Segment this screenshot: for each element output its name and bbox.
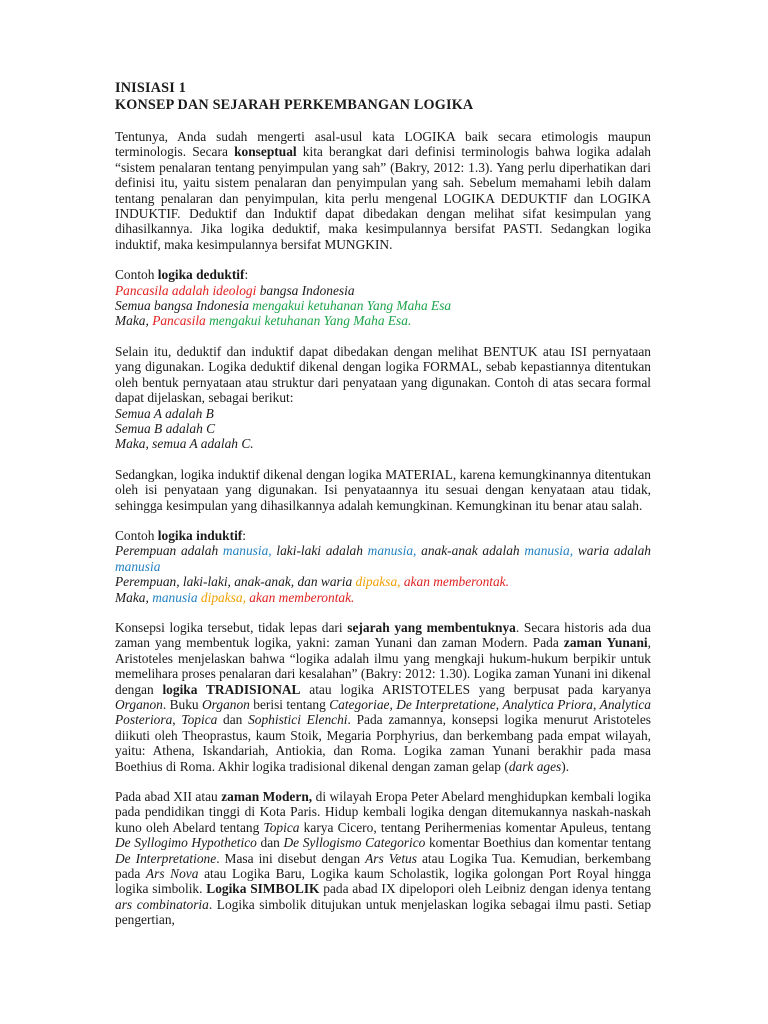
bold-konseptual: konseptual <box>234 144 297 160</box>
inisiasi-heading: INISIASI 1 <box>115 80 186 96</box>
formal-line-2: Semua B adalah C <box>115 420 216 436</box>
paragraph-modern: Pada abad XII atau zaman Modern, di wilayah Eropa Peter Abelard menghidupkan kembali logika pada pendidikan tinggi di Kota Paris. Hidup kembali logika dengan ditemukannya naskah-naskah kuno oleh Abelard tentang Topica karya Cicero, tentang Perihermenias komentar Apuleus, tentang De Syllogimo Hypothetico dan De Syllogismo Categorico komentar Boethius dan komentar tentang De Interpretatione. Masa ini disebut dengan Ars Vetus atau Logika Tua. Kemudian, berkembang pada Ars Nova atau Logika Baru, Logika kaum Scholastik, logika golongan Port Royal hingga logika simbolik. Logika SIMBOLIK pada abad IX dipelopori oleh Leibniz dengan idenya tentang ars combinatoria. Logika simbolik ditujukan untuk menjelaskan logika sebagai ilmu pasti. Setiap pengertian, <box>115 789 652 928</box>
paragraph-material: Sedangkan, logika induktif dikenal dengan logika MATERIAL, karena kemungkinannya ditentukan oleh isi penyataan yang digunakan. Isi penyataannya itu sesuai dengan kenyataan atau tidak, sehingga kesimpulan yang dihasilkannya adalah kemungkinan. Kemungkinan itu benar atau salah. <box>115 466 651 513</box>
induktif-conclusion: Maka, manusia dipaksa, akan memberontak. <box>115 589 355 605</box>
deduktif-premise-1: Pancasila adalah ideologi bangsa Indonesia <box>115 282 355 298</box>
induktif-premise-1: Perempuan adalah manusia, laki-laki adalah manusia, anak-anak adalah manusia, waria adalah manusia <box>115 543 652 574</box>
induktif-heading: Contoh logika induktif: <box>115 527 246 543</box>
deduktif-premise-2: Semua bangsa Indonesia mengakui ketuhanan Yang Maha Esa <box>115 298 452 314</box>
paragraph-sejarah: Konsepsi logika tersebut, tidak lepas dari sejarah yang membentuknya. Secara historis ada dua zaman yang membentuk logika, yakni: zaman Yunani dan zaman Modern. Pada zaman Yunani, Aristoteles menjelaskan bahwa “logika adalah ilmu yang mengkaji hukum-hukum berpikir untuk memelihara proses penalaran dari kesalahan” (Bakry: 2012: 1.30). Logika zaman Yunani ini dikenal dengan logika TRADISIONAL atau logika ARISTOTELES yang berpusat pada karyanya Organon. Buku Organon berisi tentang Categoriae, De Interpretatione, Analytica Priora, Analytica Posteriora, Topica dan Sophistici Elenchi. Pada zamannya, konsepsi logika menurut Aristoteles diikuti oleh Theoprastus, kaum Stoik, Megaria Porphyrius, dan berkembang pada empat wilayah, yaitu: Athena, Iskandariah, Antiokia, dan Roma. Logika zaman Yunani berakhir pada masa Boethius di Roma. Akhir logika tradisional dikenal dengan zaman gelap (dark ages). <box>115 619 652 774</box>
paragraph-intro: Tentunya, Anda sudah mengerti asal-usul kata LOGIKA baik secara etimologis maupun terminologis. Secara konseptual kita berangkat dari definisi terminologis bahwa logika adalah “sistem penalaran tentang penyimpulan yang sah” (Bakry, 2012: 1.3). Yang perlu diperhatikan dari definisi itu, yaitu sistem penalaran dan penyimpulan yang sah. Sebelum memahami lebih dalam tentang penalaran dan penyimpulan, kita perlu mengenal LOGIKA DEDUKTIF dan LOGIKA INDUKTIF. Deduktif dan Induktif dapat dibedakan dengan melihat sifat kesimpulan yang dihasilkannya. Jika logika deduktif, maka kesimpulannya bersifat PASTI. Sedangkan logika induktif, maka kesimpulannya bersifat MUNGKIN. <box>115 129 651 252</box>
page-title: KONSEP DAN SEJARAH PERKEMBANGAN LOGIKA <box>115 97 474 113</box>
document-content <box>115 80 651 928</box>
deduktif-heading: Contoh logika deduktif: <box>115 267 249 283</box>
paragraph-formal: Selain itu, deduktif dan induktif dapat dibedakan dengan melihat BENTUK atau ISI pernyataan yang digunakan. Logika deduktif dikenal dengan logika FORMAL, sebab kepastiannya ditentukan oleh bentuk pernyataan atau struktur dari penyataan yang digunakan. Contoh di atas secara formal dapat dijelaskan, sebagai berikut: <box>115 343 651 406</box>
induktif-premise-2: Perempuan, laki-laki, anak-anak, dan waria dipaksa, akan memberontak. <box>115 574 509 590</box>
formal-line-1: Semua A adalah B <box>115 405 214 421</box>
deduktif-conclusion: Maka, Pancasila mengakui ketuhanan Yang Maha Esa. <box>115 313 412 329</box>
formal-line-3: Maka, semua A adalah C. <box>115 436 254 452</box>
